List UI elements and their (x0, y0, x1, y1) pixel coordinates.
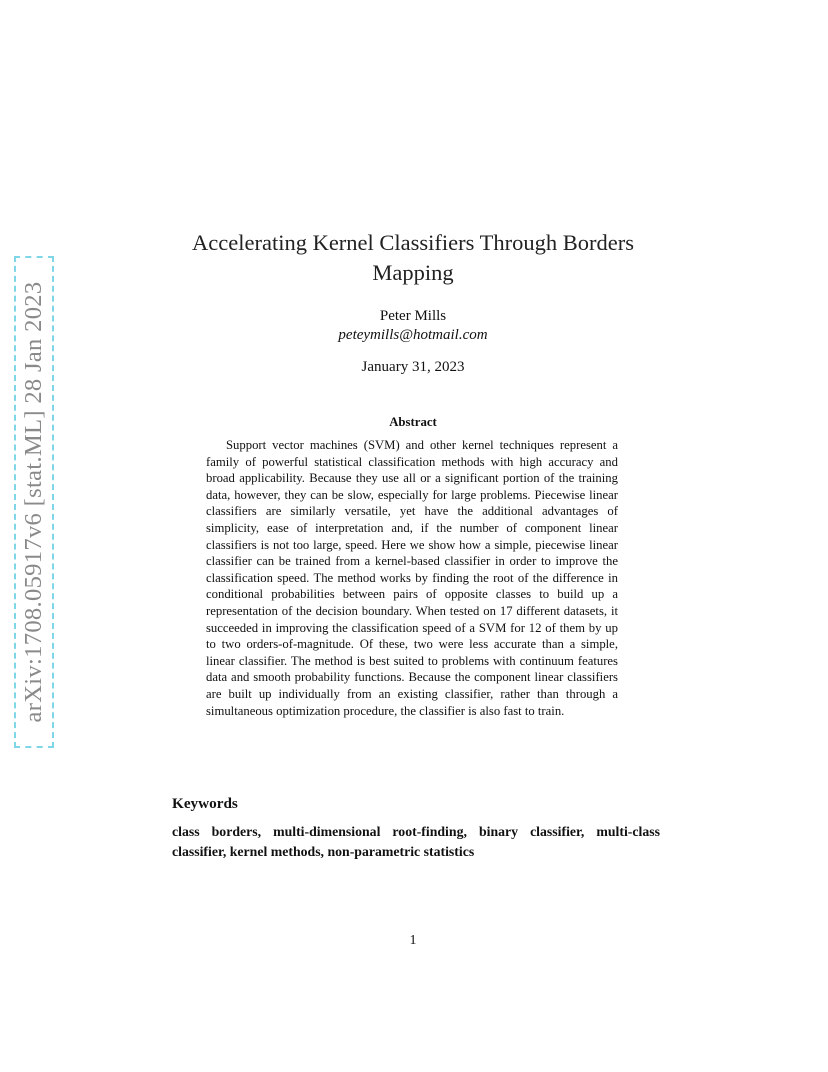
arxiv-identifier-stamp (14, 256, 54, 748)
publication-date: January 31, 2023 (361, 359, 465, 375)
keywords-heading: Keywords (172, 795, 238, 812)
page-number: 1 (409, 933, 417, 948)
arxiv-identifier-text: arXiv:1708.05917v6 [stat.ML] 28 Jan 2023 (20, 281, 47, 723)
paper-title-line-1: Accelerating Kernel Classifiers Through Borders (192, 230, 634, 255)
abstract-heading: Abstract (389, 415, 437, 429)
paper-title-line-2: Mapping (372, 260, 454, 285)
author-name: Peter Mills (379, 308, 447, 324)
paper-title (160, 228, 666, 288)
keywords-text: class borders, multi-dimensional root-finding, binary classifier, multi-class classifier, kernel methods, non-parametric statistics (172, 824, 660, 859)
abstract-text: Support vector machines (SVM) and other kernel techniques represent a family of powerful statistical classification methods with high accuracy and broad applicability. Because they use all or a significant portion of the training data, however, they can be slow, especially for large problems. Piecewise linear classifiers are similarly versatile, yet have the additional advantages of simplicity, ease of interpretation and, if the number of component linear classifiers is not too large, speed. Here we show how a simple, piecewise linear classifier can be trained from a kernel-based classifier in order to improve the classification speed. The method works by finding the root of the difference in conditional probabilities between pairs of opposite classes to build up a representation of the decision boundary. When tested on 17 different datasets, it succeeded in improving the classification speed of a SVM for 12 of them by up to two orders-of-magnitude. Of these, two were less accurate than a simple, linear classifier. The method is best suited to problems with continuum features data and smooth probability functions. Because the component linear classifiers are built up individually from an existing classifier, rather than through a simultaneous optimization procedure, the classifier is also fast to train. (206, 438, 618, 718)
author-email: peteymills@hotmail.com (338, 327, 488, 343)
